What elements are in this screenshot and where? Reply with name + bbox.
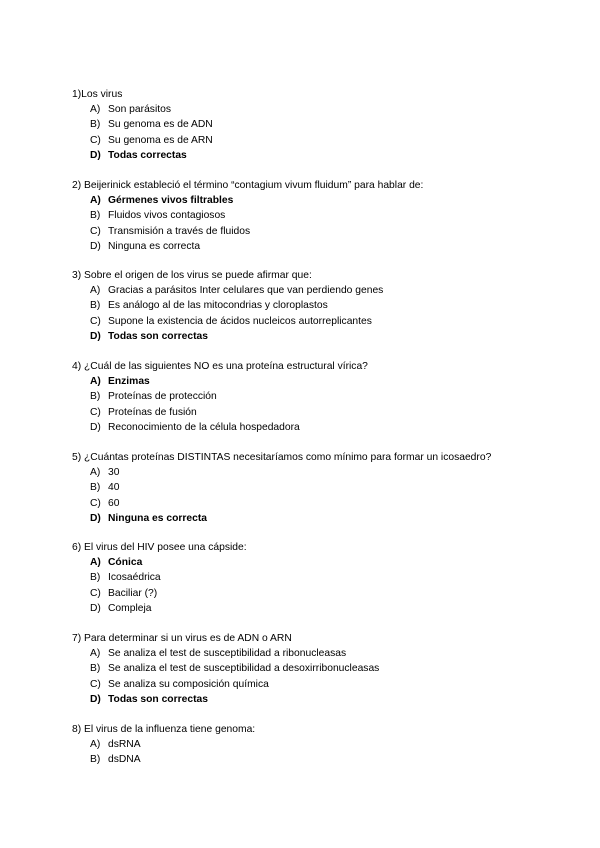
answer-option xyxy=(72,283,562,298)
question-title: 7) Para determinar si un virus es de ADN o ARN xyxy=(72,633,292,644)
answer-option xyxy=(72,208,562,223)
option-letter: A) xyxy=(90,104,101,116)
option-text: Todas son correctas xyxy=(108,330,208,342)
option-text: Transmisión a través de fluidos xyxy=(108,225,251,237)
answer-option xyxy=(72,601,562,616)
answer-option xyxy=(72,148,562,163)
option-text: Se analiza el test de susceptibilidad a ribonucleasas xyxy=(108,648,347,660)
option-letter: A) xyxy=(90,467,101,479)
option-text: Son parásitos xyxy=(108,104,171,116)
answer-option xyxy=(72,692,562,707)
option-text: Ninguna es correcta xyxy=(108,512,207,524)
option-text: Cónica xyxy=(108,557,143,569)
answer-option xyxy=(72,117,562,132)
option-text: Su genoma es de ARN xyxy=(108,134,213,146)
option-letter: B) xyxy=(90,119,101,131)
question-6 xyxy=(72,540,562,616)
option-letter: C) xyxy=(90,406,101,418)
option-text: Proteínas de fusión xyxy=(108,406,197,418)
option-text: Supone la existencia de ácidos nucleicos autorreplicantes xyxy=(108,315,372,327)
option-letter: D) xyxy=(90,330,101,342)
option-text: Gracias a parásitos Inter celulares que van perdiendo genes xyxy=(108,285,384,297)
option-letter: C) xyxy=(90,678,101,690)
option-text: Enzimas xyxy=(108,376,150,388)
option-text: Su genoma es de ADN xyxy=(108,119,213,131)
option-text: Gérmenes vivos filtrables xyxy=(108,195,234,207)
option-letter: D) xyxy=(90,602,101,614)
option-text: Fluidos vivos contagiosos xyxy=(108,210,226,222)
option-text: 60 xyxy=(108,497,120,509)
option-letter: C) xyxy=(90,587,101,599)
answer-option xyxy=(72,555,562,570)
option-letter: B) xyxy=(90,391,101,403)
answer-option xyxy=(72,511,562,526)
question-2 xyxy=(72,178,562,254)
option-text: dsRNA xyxy=(108,739,141,751)
option-letter: B) xyxy=(90,482,101,494)
answer-option xyxy=(72,389,562,404)
option-text: dsDNA xyxy=(108,754,141,766)
option-letter: D) xyxy=(90,149,101,161)
question-4 xyxy=(72,359,562,435)
answer-option xyxy=(72,737,562,752)
option-text: Todas correctas xyxy=(108,149,187,161)
option-text: 40 xyxy=(108,482,120,494)
option-letter: A) xyxy=(90,195,101,207)
option-text: Baciliar (?) xyxy=(108,587,158,599)
answer-option xyxy=(72,224,562,239)
option-letter: B) xyxy=(90,754,101,766)
answer-option xyxy=(72,480,562,495)
option-text: Ninguna es correcta xyxy=(108,240,201,252)
answer-option xyxy=(72,646,562,661)
option-text: Es análogo al de las mitocondrias y cloroplastos xyxy=(108,300,328,312)
option-letter: B) xyxy=(90,663,101,675)
answer-option xyxy=(72,465,562,480)
question-title: 8) El virus de la influenza tiene genoma: xyxy=(72,724,256,735)
answer-option xyxy=(72,661,562,676)
option-letter: B) xyxy=(90,210,101,222)
option-letter: C) xyxy=(90,134,101,146)
option-letter: B) xyxy=(90,300,101,312)
answer-option xyxy=(72,374,562,389)
answer-option xyxy=(72,677,562,692)
answer-option xyxy=(72,193,562,208)
option-text: 30 xyxy=(108,467,120,479)
option-text: Compleja xyxy=(108,602,152,614)
option-text: Proteínas de protección xyxy=(108,391,217,403)
option-letter: D) xyxy=(90,512,101,524)
option-letter: C) xyxy=(90,225,101,237)
option-text: Todas son correctas xyxy=(108,693,208,705)
answer-option xyxy=(72,329,562,344)
option-letter: C) xyxy=(90,497,101,509)
option-letter: A) xyxy=(90,376,101,388)
option-letter: D) xyxy=(90,421,101,433)
option-letter: B) xyxy=(90,572,101,584)
answer-option xyxy=(72,102,562,117)
option-text: Reconocimiento de la célula hospedadora xyxy=(108,421,300,433)
answer-option xyxy=(72,133,562,148)
option-letter: A) xyxy=(90,739,101,751)
option-letter: A) xyxy=(90,557,101,569)
question-title: 4) ¿Cuál de las siguientes NO es una proteína estructural vírica? xyxy=(72,361,368,372)
answer-option xyxy=(72,586,562,601)
question-8 xyxy=(72,722,562,768)
option-text: Se analiza el test de susceptibilidad a desoxirribonucleasas xyxy=(108,663,380,675)
question-1 xyxy=(72,87,562,163)
option-letter: C) xyxy=(90,315,101,327)
question-title: 5) ¿Cuántas proteínas DISTINTAS necesitaríamos como mínimo para formar un icosaedro? xyxy=(72,452,492,463)
option-letter: D) xyxy=(90,693,101,705)
answer-option xyxy=(72,496,562,511)
question-7 xyxy=(72,631,562,707)
question-title: 1)Los virus xyxy=(72,89,123,100)
question-5 xyxy=(72,450,562,526)
answer-option xyxy=(72,314,562,329)
answer-option xyxy=(72,420,562,435)
option-text: Icosaédrica xyxy=(108,572,161,584)
option-text: Se analiza su composición química xyxy=(108,678,269,690)
question-title: 6) El virus del HIV posee una cápside: xyxy=(72,542,247,553)
answer-option xyxy=(72,570,562,585)
question-title: 2) Beijerinick estableció el término “contagium vivum fluidum” para hablar de: xyxy=(72,180,424,191)
question-3 xyxy=(72,268,562,344)
answer-option xyxy=(72,298,562,313)
option-letter: A) xyxy=(90,285,101,297)
option-letter: D) xyxy=(90,240,101,252)
option-letter: A) xyxy=(90,648,101,660)
answer-option xyxy=(72,752,562,767)
question-title: 3) Sobre el origen de los virus se puede afirmar que: xyxy=(72,270,312,281)
answer-option xyxy=(72,405,562,420)
answer-option xyxy=(72,239,562,254)
